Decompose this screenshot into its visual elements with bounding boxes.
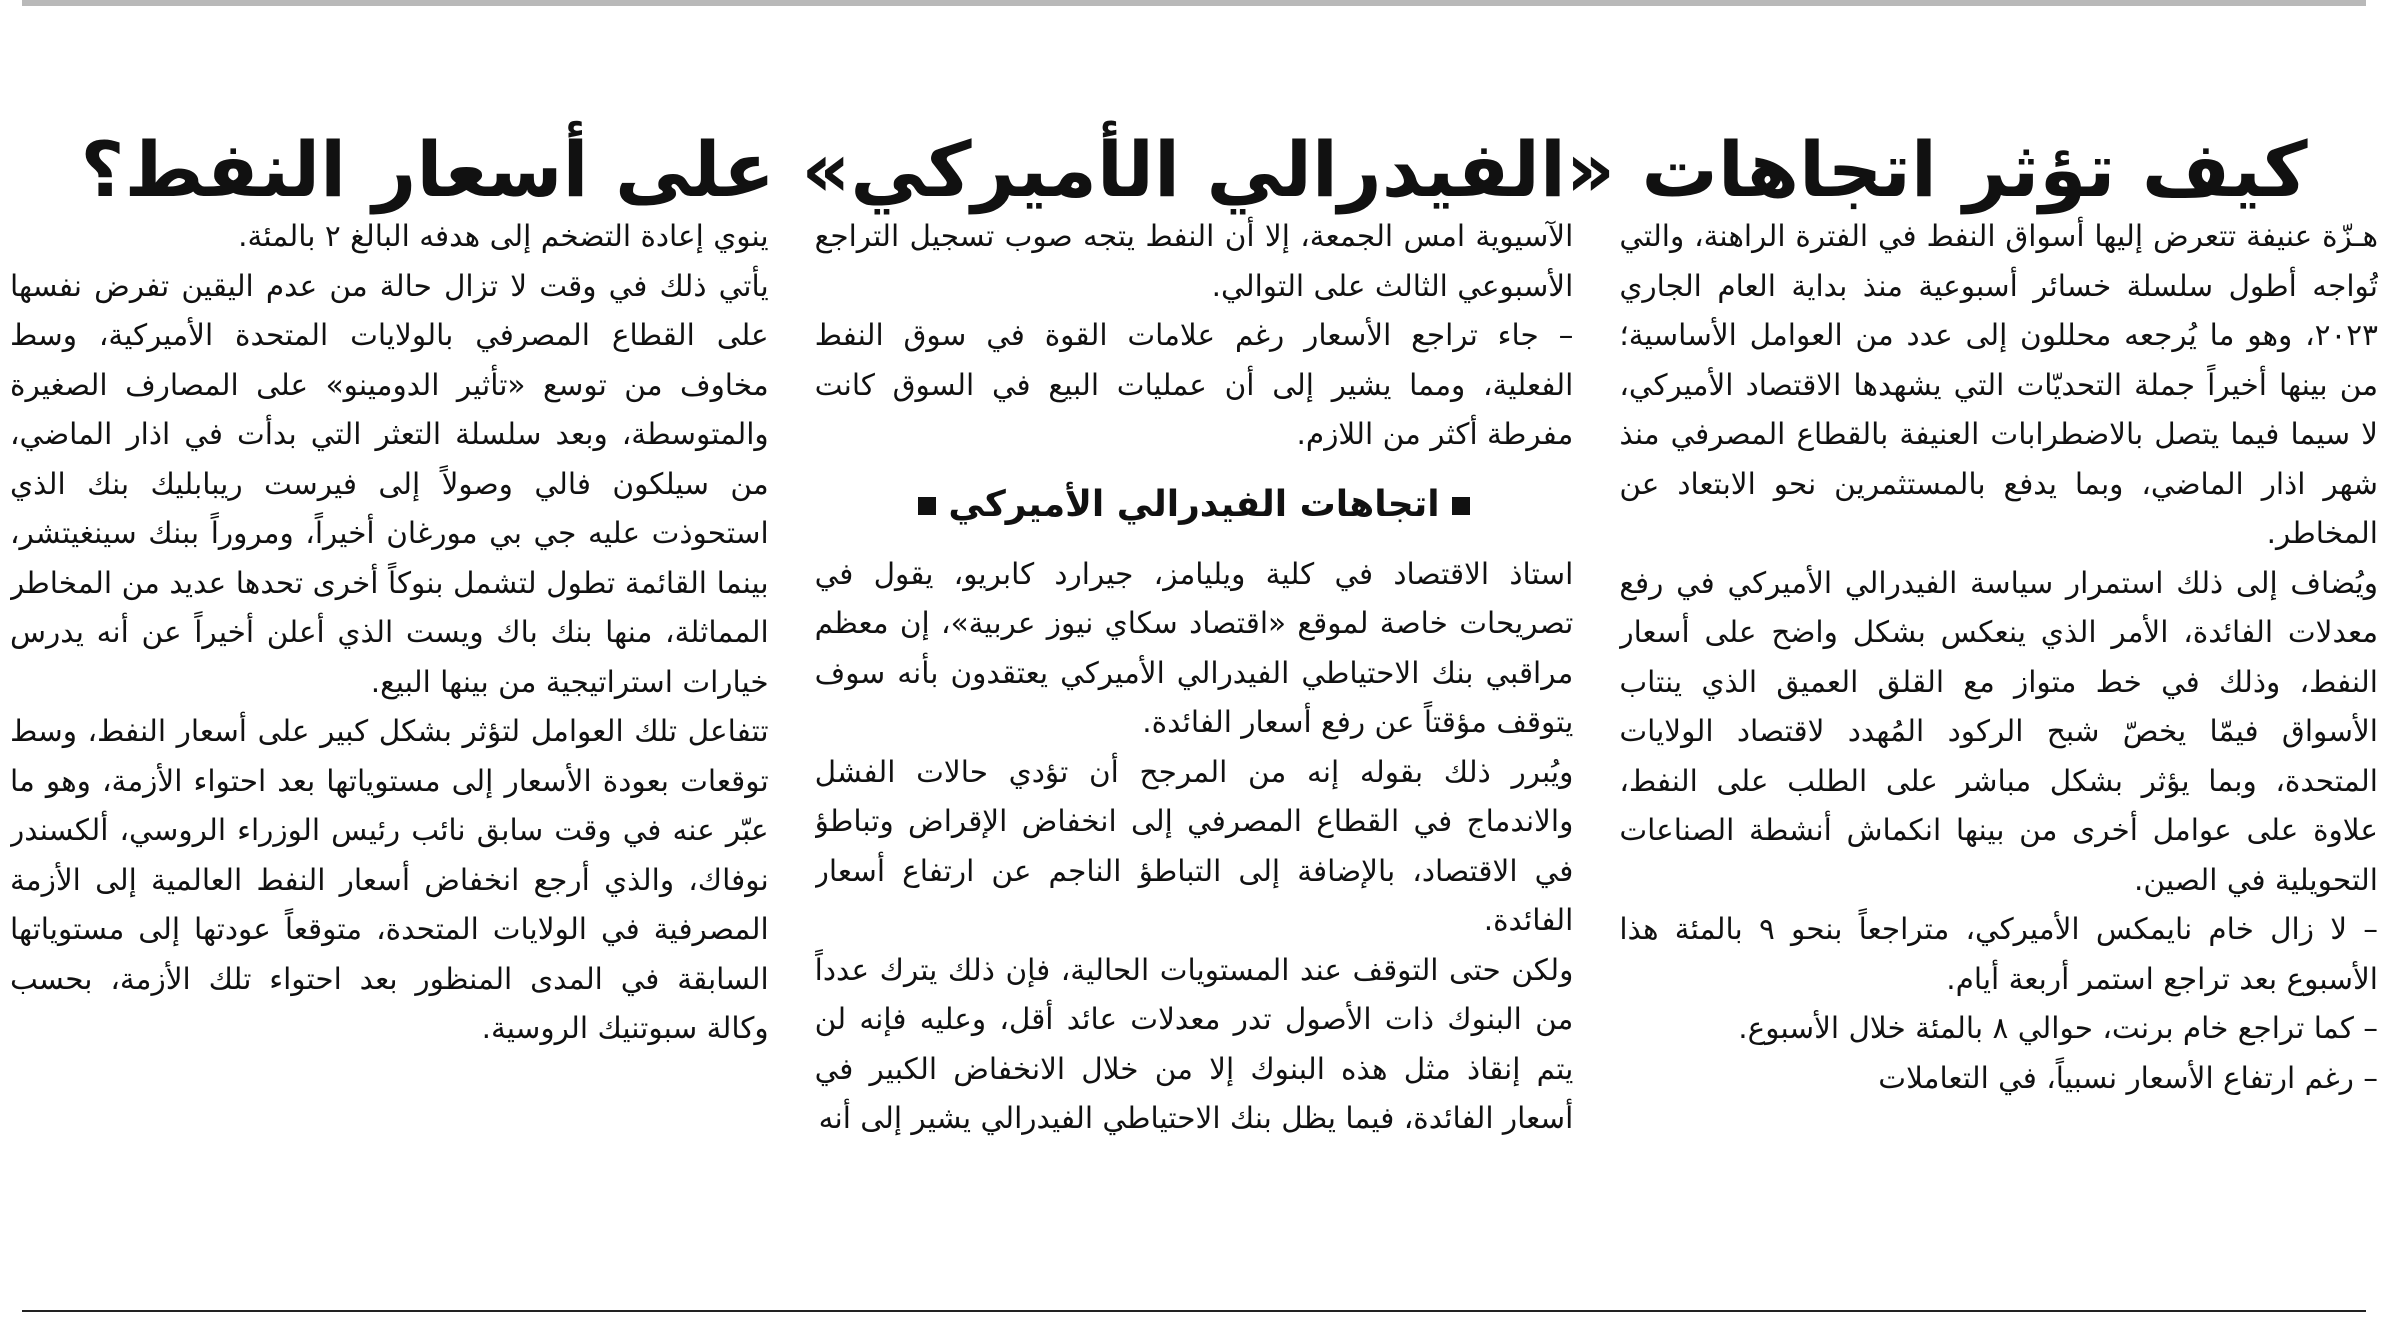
paragraph: تتفاعل تلك العوامل لتؤثر بشكل كبير على أسعار النفط، وسط توقعات بعودة الأسعار إلى مستوياتها بعد احتواء الأزمة، وهو ما عبّر عنه في وقت سابق نائب رئيس الوزراء الروسي، ألكسندر نوفاك، والذي أرجع انخفاض أسعار النفط العالمية إلى الأزمة المصرفية في الولايات المتحدة، متوقعاً عودتها إلى مستوياتها السابقة في المدى المنظور بعد احتواء تلك الأزمة، بحسب وكالة سبوتنيك الروسية.	[9, 714, 769, 1045]
article-title: كيف تؤثر اتجاهات «الفيدرالي الأميركي» على أسعار النفط؟	[80, 124, 2308, 214]
section-subheading	[815, 478, 1574, 532]
paragraph: – كما تراجع خام برنت، حوالي ٨ بالمئة خلال الأسبوع.	[1738, 1011, 2378, 1045]
square-bullet-icon	[918, 497, 936, 515]
paragraph: ويُضاف إلى ذلك استمرار سياسة الفيدرالي الأميركي في رفع معدلات الفائدة، الأمر الذي ينعكس بشكل واضح على أسعار النفط، وذلك في خط متواز مع القلق العميق الذي ينتاب الأسواق فيمّا يخصّ شبح الركود المُهدد لاقتصاد الولايات المتحدة، وبما يؤثر بشكل مباشر على الطلب على النفط، علاوة على عوامل أخرى من بينها انكماش أنشطة الصناعات التحويلية في الصين.	[1619, 565, 2378, 897]
subheading-text: اتجاهات الفيدرالي الأميركي	[948, 483, 1440, 525]
square-bullet-icon	[1452, 497, 1470, 515]
paragraph: ولكن حتى التوقف عند المستويات الحالية، فإن ذلك يترك عدداً من البنوك ذات الأصول تدر معدلات عائد أقل، وعليه فإنه لن يتم إنقاذ مثل هذه البنوك إلا من خلال الانخفاض الكبير في أسعار الفائدة، فيما يظل بنك الاحتياطي الفيدرالي يشير إلى أنه	[814, 952, 1574, 1135]
paragraph: ويُبرر ذلك بقوله إنه من المرجح أن تؤدي حالات الفشل والاندماج في القطاع المصرفي إلى انخفاض الإقراض وتباطؤ في الاقتصاد، بالإضافة إلى التباطؤ الناجم عن ارتفاع أسعار الفائدة.	[814, 754, 1574, 937]
column-2	[815, 212, 1574, 1287]
paragraph: – جاء تراجع الأسعار رغم علامات القوة في سوق النفط الفعلية، ومما يشير إلى أن عمليات البيع في السوق كانت مفرطة أكثر من اللازم.	[814, 318, 1574, 451]
paragraph: – رغم ارتفاع الأسعار نسبياً، في التعاملات	[1878, 1060, 2378, 1095]
paragraph: استاذ الاقتصاد في كلية ويليامز، جيرارد كابريو، يقول في تصريحات خاصة لموقع «اقتصاد سكاي نيوز عربية»، إن معظم مراقبي بنك الاحتياطي الفيدرالي الأميركي يعتقدون بأنه سوف يتوقف مؤقتاً عن رفع أسعار الفائدة.	[814, 556, 1574, 739]
paragraph: ينوي إعادة التضخم إلى هدفه البالغ ٢ بالمئة.	[238, 219, 769, 253]
article-body	[10, 212, 2378, 1287]
top-rule	[22, 0, 2366, 6]
paragraph: يأتي ذلك في وقت لا تزال حالة من عدم اليقين تفرض نفسها على القطاع المصرفي بالولايات المتحدة الأميركية، وسط مخاوف من توسع «تأثير الدومينو» على المصارف الصغيرة والمتوسطة، وبعد سلسلة التعثر التي بدأت في اذار الماضي، من سيلكون فالي وصولاً إلى فيرست ريبابليك بنك الذي استحوذت عليه جي بي مورغان أخيراً، ومروراً ببنك سينغيتشر، بينما القائمة تطول لتشمل بنوكاً أخرى تحدها عديد من المخاطر المماثلة، منها بنك باك ويست الذي أعلن أخيراً عن أنه يدرس خيارات استراتيجية من بينها البيع.	[9, 268, 769, 699]
bottom-rule	[22, 1310, 2366, 1312]
paragraph: – لا زال خام نايمكس الأميركي، متراجعاً بنحو ٩ بالمئة هذا الأسبوع بعد تراجع استمر أربعة أيام.	[1619, 912, 2378, 996]
paragraph: الآسيوية امس الجمعة، إلا أن النفط يتجه صوب تسجيل التراجع الأسبوعي الثالث على التوالي.	[814, 219, 1574, 303]
column-1	[1619, 212, 2378, 1287]
column-3	[10, 212, 769, 1287]
paragraph: هـزّة عنيفة تتعرض إليها أسواق النفط في الفترة الراهنة، والتي تُواجه أطول سلسلة خسائر أسبوعية منذ بداية العام الجاري ٢٠٢٣، وهو ما يُرجعه محللون إلى عدد من العوامل الأساسية؛ من بينها أخيراً جملة التحديّات التي يشهدها الاقتصاد الأميركي، لا سيما فيما يتصل بالاضطرابات العنيفة بالقطاع المصرفي منذ شهر اذار الماضي، وبما يدفع بالمستثمرين نحو الابتعاد عن المخاطر.	[1619, 219, 2378, 550]
